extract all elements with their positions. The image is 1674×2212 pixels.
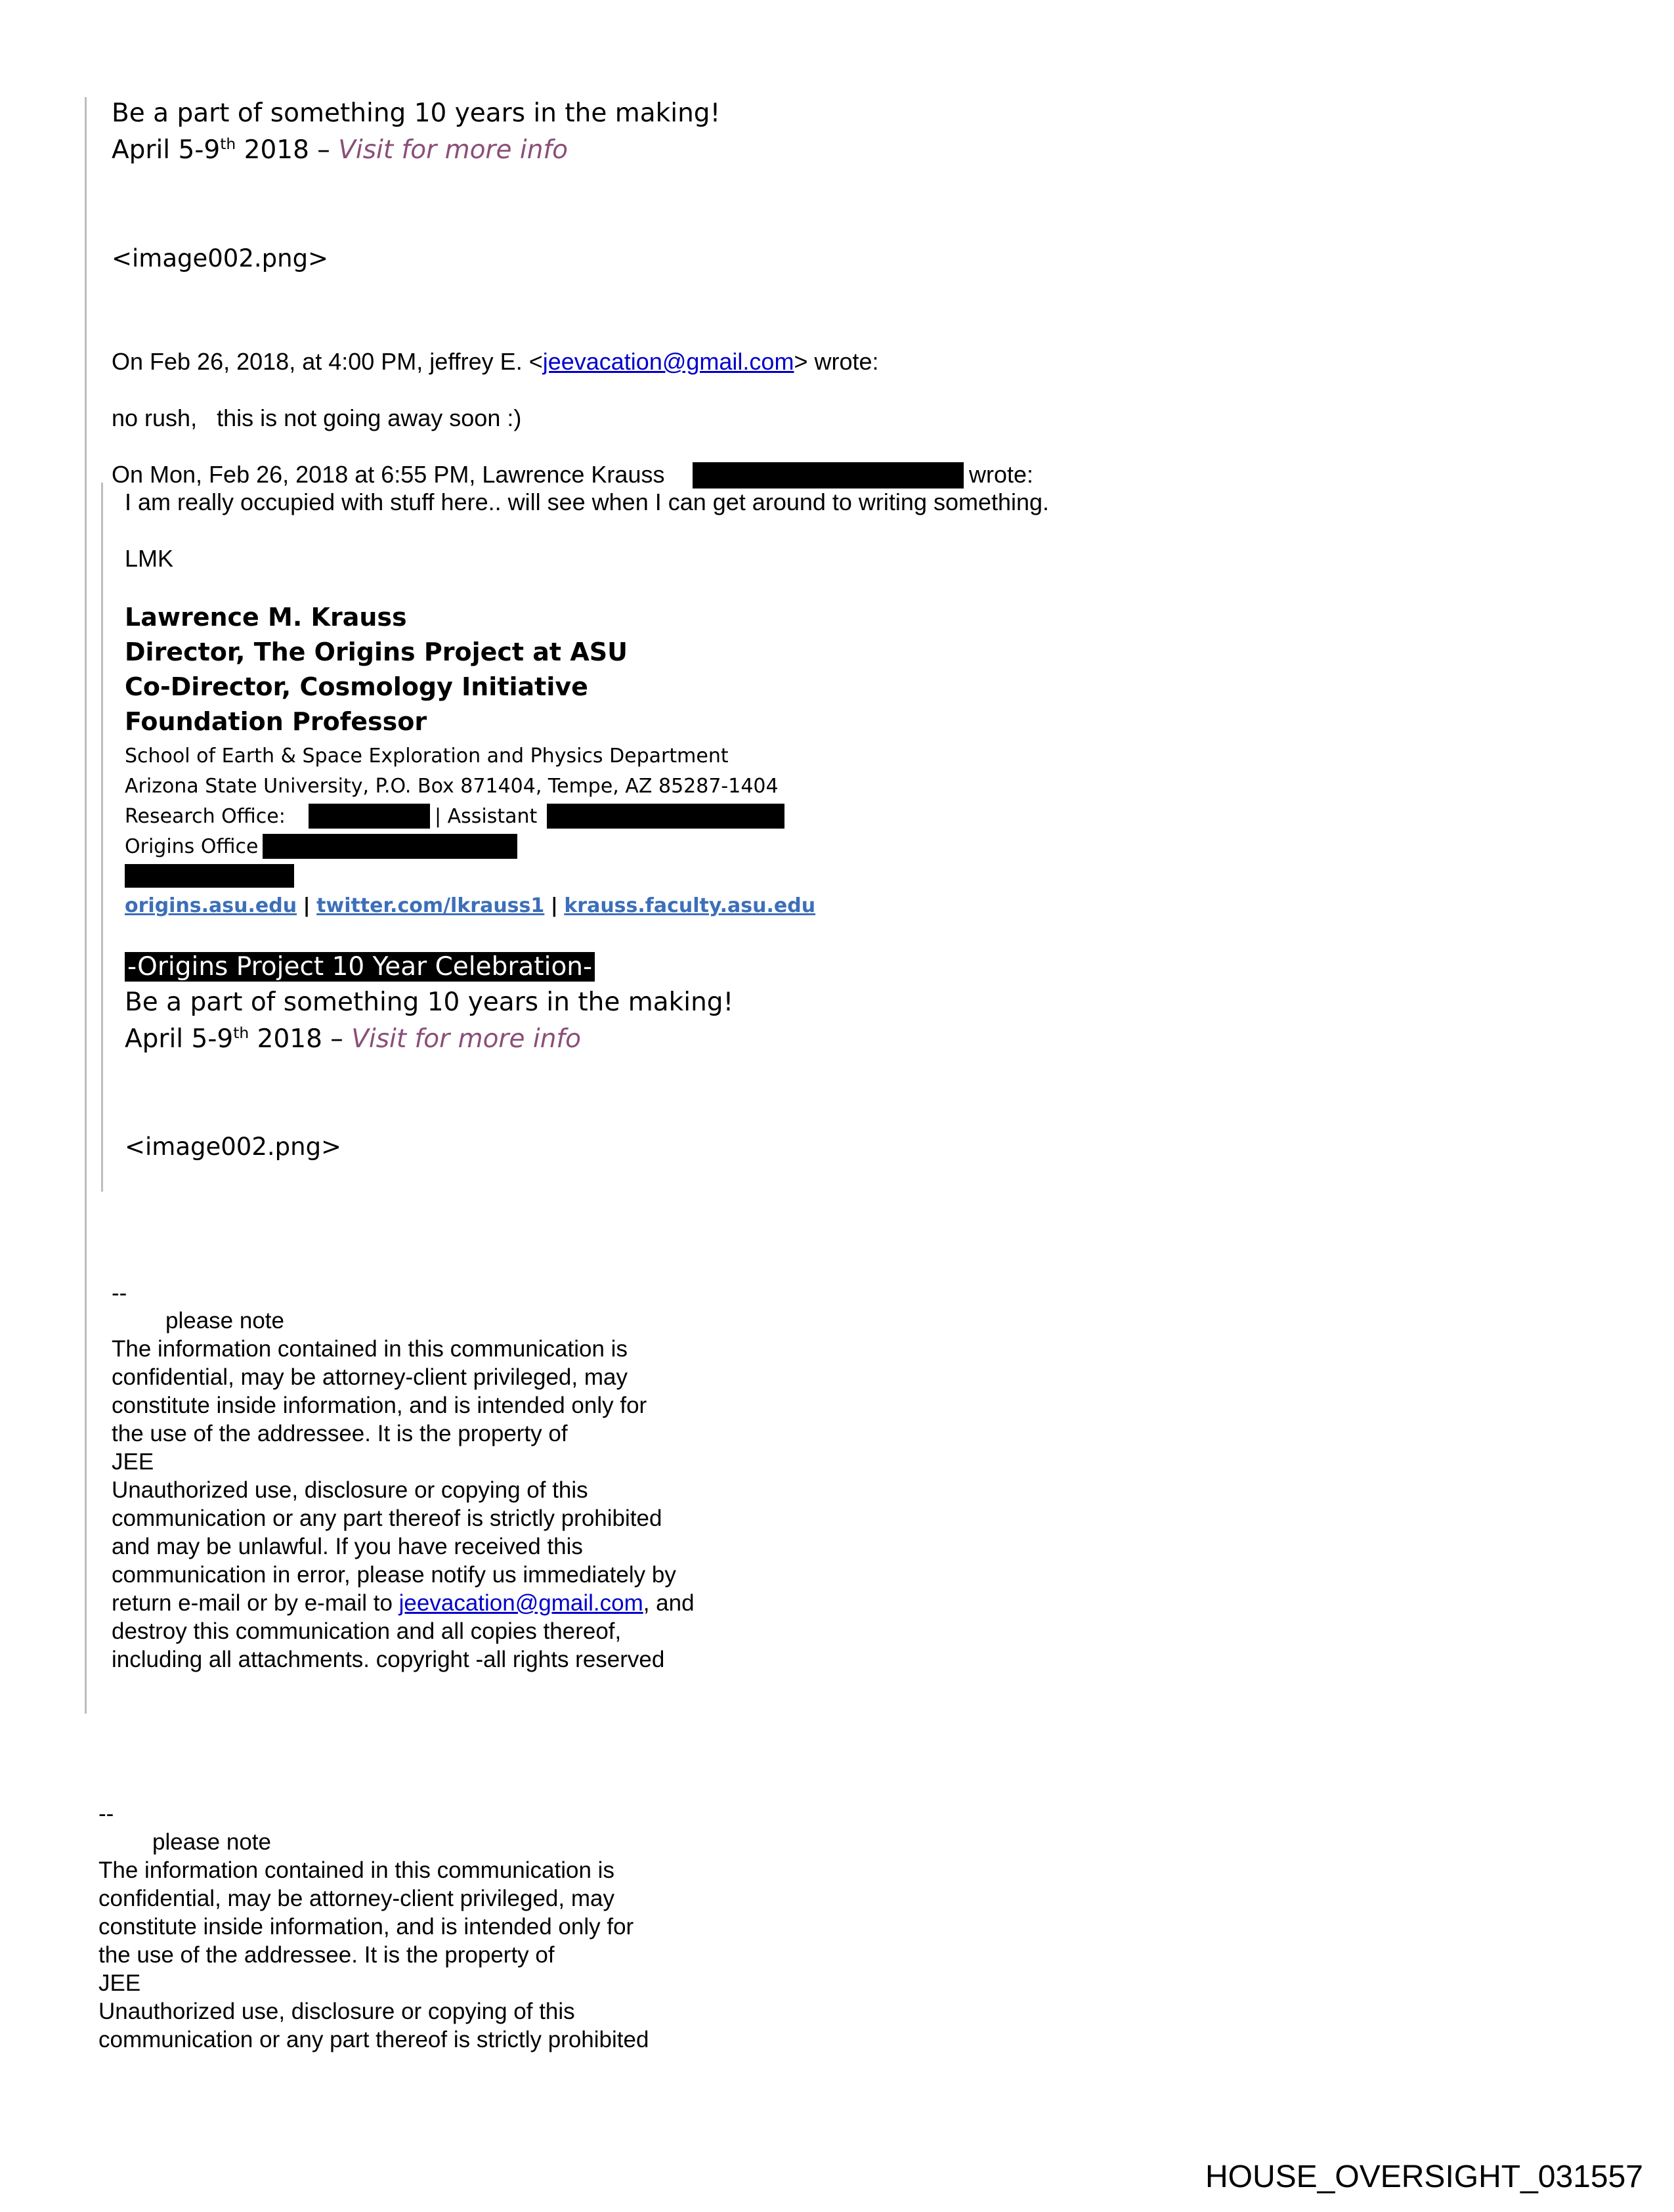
footer1-line-6: communication or any part thereof is strictly prohibited bbox=[112, 1506, 662, 1531]
signature-address: Arizona State University, P.O. Box 871404, Tempe, AZ 85287-1404 bbox=[125, 775, 779, 798]
top-event-tagline: Be a part of something 10 years in the making! bbox=[112, 98, 721, 128]
link-twitter[interactable]: twitter.com/lkrauss1 bbox=[316, 894, 545, 917]
top-event-date-prefix: April 5-9 bbox=[112, 135, 221, 165]
footer1-line-5: Unauthorized use, disclosure or copying of this bbox=[112, 1477, 588, 1503]
footer2-line-5: Unauthorized use, disclosure or copying of this bbox=[98, 1999, 575, 2024]
inner-event-visit-link[interactable]: Visit for more info bbox=[351, 1024, 582, 1054]
signature-research-office-label: Research Office: bbox=[125, 805, 286, 828]
footer1-return-suffix: , and bbox=[643, 1590, 695, 1616]
quote-bar-inner bbox=[101, 483, 103, 1192]
email1-header-suffix: > wrote: bbox=[794, 348, 879, 375]
footer2-line-2: constitute inside information, and is intended only for bbox=[98, 1914, 634, 1940]
top-event-date bbox=[112, 135, 568, 165]
signature-links bbox=[125, 894, 815, 917]
top-event-date-sup: th bbox=[220, 135, 236, 153]
top-event-visit-link[interactable]: Visit for more info bbox=[338, 135, 569, 165]
link-separator-1: | bbox=[303, 894, 311, 917]
redaction-origins-office bbox=[263, 834, 517, 859]
footer2-dashes: -- bbox=[98, 1801, 114, 1827]
inner-event-date bbox=[125, 1024, 581, 1054]
inner-event-banner-text: -Origins Project 10 Year Celebration- bbox=[125, 952, 595, 982]
footer1-line-4: JEE bbox=[112, 1449, 154, 1475]
footer1-note: please note bbox=[165, 1308, 284, 1334]
signature-origins-office-label: Origins Office bbox=[125, 835, 259, 858]
inner-event-tagline: Be a part of something 10 years in the making! bbox=[125, 987, 734, 1017]
email2-header-suffix: wrote: bbox=[969, 461, 1034, 488]
signature-title-codirector: Co-Director, Cosmology Initiative bbox=[125, 672, 588, 701]
footer2-line-0: The information contained in this communication is bbox=[98, 1857, 614, 1883]
signature-title-professor: Foundation Professor bbox=[125, 707, 427, 736]
email1-address-link[interactable]: jeevacation@gmail.com bbox=[542, 348, 794, 375]
link-krauss-faculty[interactable]: krauss.faculty.asu.edu bbox=[564, 894, 816, 917]
link-origins-asu[interactable]: origins.asu.edu bbox=[125, 894, 297, 917]
footer1-line-3: the use of the addressee. It is the property of bbox=[112, 1421, 568, 1446]
quote-bar-outer bbox=[85, 97, 87, 1714]
footer2-line-4: JEE bbox=[98, 1970, 141, 1996]
signature-title-director: Director, The Origins Project at ASU bbox=[125, 638, 628, 666]
email2-lmk: LMK bbox=[125, 545, 174, 572]
footer2-line-1: confidential, may be attorney-client privileged, may bbox=[98, 1886, 614, 1911]
footer1-email-link[interactable]: jeevacation@gmail.com bbox=[398, 1590, 643, 1616]
footer1-line-8: communication in error, please notify us immediately by bbox=[112, 1562, 676, 1588]
top-event-date-year: 2018 – bbox=[236, 135, 339, 165]
email2-body: I am really occupied with stuff here.. will see when I can get around to writing something. bbox=[125, 488, 1050, 515]
inner-event-date-prefix: April 5-9 bbox=[125, 1024, 234, 1054]
redaction-research-office bbox=[309, 804, 430, 829]
redaction-extra-line bbox=[125, 864, 294, 888]
redaction-email2-sender bbox=[693, 462, 964, 488]
footer1-return-prefix: return e-mail or by e-mail to bbox=[112, 1590, 399, 1616]
footer1-line-end-1: including all attachments. copyright -all rights reserved bbox=[112, 1647, 665, 1672]
signature-assistant-label: | Assistant bbox=[435, 805, 538, 828]
footer1-line-7: and may be unlawful. If you have received this bbox=[112, 1534, 583, 1559]
inner-event-image-placeholder: <image002.png> bbox=[125, 1133, 342, 1161]
email2-header-prefix: On Mon, Feb 26, 2018 at 6:55 PM, Lawrence Krauss bbox=[112, 461, 665, 488]
inner-event-banner bbox=[125, 952, 595, 982]
email1-header-prefix: On Feb 26, 2018, at 4:00 PM, jeffrey E. < bbox=[112, 348, 543, 375]
footer2-line-3: the use of the addressee. It is the property of bbox=[98, 1942, 555, 1968]
email1-header bbox=[112, 348, 879, 376]
inner-event-date-year: 2018 – bbox=[249, 1024, 352, 1054]
top-event-image-placeholder: <image002.png> bbox=[112, 244, 329, 272]
footer2-note: please note bbox=[152, 1829, 271, 1855]
footer1-line-end-0: destroy this communication and all copies thereof, bbox=[112, 1618, 622, 1644]
signature-department: School of Earth & Space Exploration and Physics Department bbox=[125, 745, 729, 768]
inner-event-date-sup: th bbox=[233, 1024, 249, 1042]
footer1-line-0: The information contained in this communication is bbox=[112, 1336, 628, 1362]
footer1-dashes: -- bbox=[112, 1280, 127, 1306]
footer2-line-6: communication or any part thereof is strictly prohibited bbox=[98, 2027, 649, 2052]
link-separator-2: | bbox=[550, 894, 558, 917]
email1-body: no rush, this is not going away soon :) bbox=[112, 404, 522, 431]
redaction-assistant bbox=[547, 804, 784, 829]
signature-name: Lawrence M. Krauss bbox=[125, 603, 407, 632]
footer1-line-1: confidential, may be attorney-client privileged, may bbox=[112, 1364, 628, 1390]
page-id-stamp: HOUSE_OVERSIGHT_031557 bbox=[1205, 2159, 1643, 2194]
footer1-line-2: constitute inside information, and is intended only for bbox=[112, 1393, 647, 1418]
footer1-return-line bbox=[112, 1590, 695, 1616]
